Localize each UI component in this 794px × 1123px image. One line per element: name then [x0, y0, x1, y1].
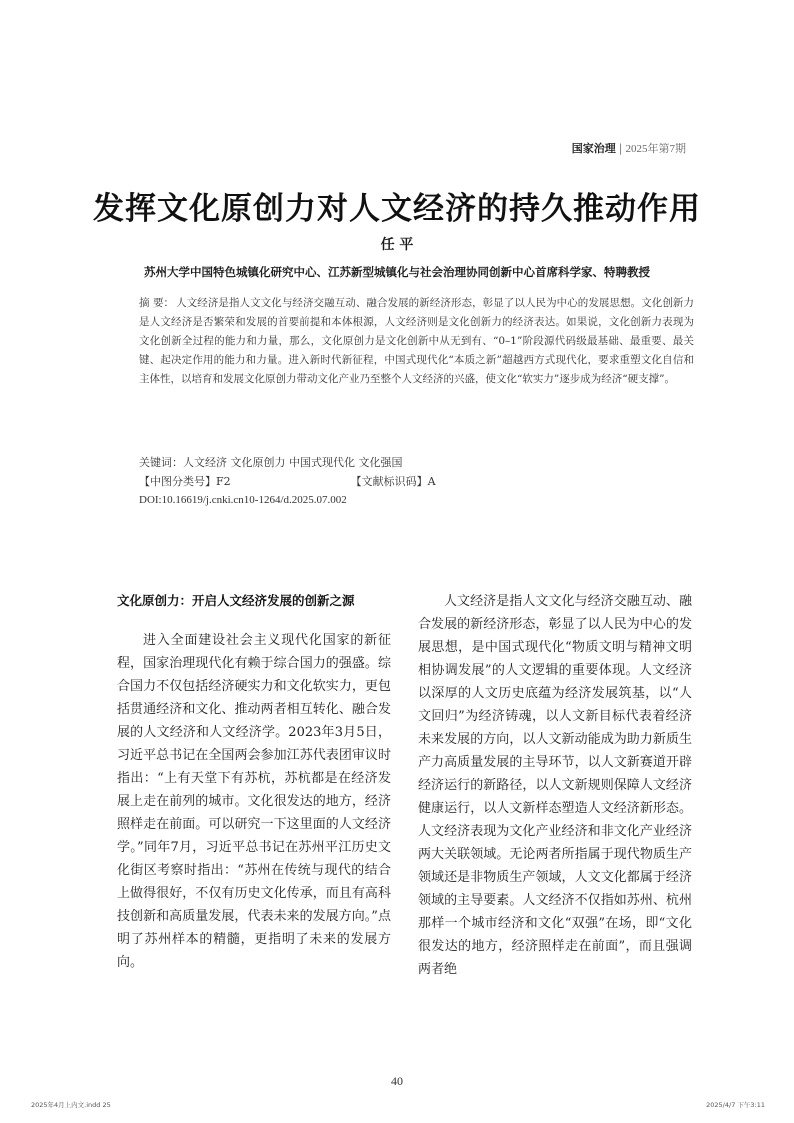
header-separator: |	[618, 142, 623, 155]
author-affiliation: 苏州大学中国特色城镇化研究中心、江苏新型城镇化与社会治理协同创新中心首席科学家、特聘教授	[144, 265, 650, 279]
body-column-left	[117, 590, 391, 974]
section-heading: 文化原创力：开启人文经济发展的创新之源	[117, 593, 355, 608]
article-title: 发挥文化原创力对人文经济的持久推动作用	[93, 191, 701, 227]
abstract	[139, 294, 694, 389]
print-timestamp: 2025/4/7 下午3:11	[706, 1101, 765, 1109]
body-column-right	[418, 590, 692, 981]
body-paragraph: 进入全面建设社会主义现代化国家的新征程，国家治理现代化有赖于综合国力的强盛。综合国力不仅包括经济硬实力和文化软实力，更包括贯通经济和文化、推动两者相互转化、融合发展的人文经济和人文经济学。2023年3月5日，习近平总书记在全国两会参加江苏代表团审议时指出：“上有天堂下有苏杭，苏杭都是在经济发展上走在前列的城市。文化很发达的地方，经济照样走在前面。可以研究一下这里面的人文经济学。”同年7月，习近平总书记在苏州平江历史文化街区考察时指出：“苏州在传统与现代的结合上做得很好，不仅有历史文化传承，而且有高科技创新和高质量发展，代表未来的发展方向。”点明了苏州样本的精髓，更指明了未来的发展方向。	[117, 633, 391, 970]
abstract-text: 人文经济是指人文文化与经济交融互动、融合发展的新经济形态，彰显了以人民为中心的发展思想。文化创新力是人文经济是否繁荣和发展的首要前提和本体根源，人文经济则是文化创新力的经济表达。如果说，文化创新力表现为文化创新全过程的能力和力量，那么，文化原创力是文化创新中从无到有、“0–1”阶段源代码级最基础、最重要、最关键、起决定作用的能力和力量。进入新时代新征程，中国式现代化“本质之新”超越西方式现代化，要求重塑文化自信和主体性，以培育和发展文化原创力带动文化产业乃至整个人文经济的兴盛，使文化“软实力”逐步成为经济“硬支撑”。	[139, 297, 694, 385]
journal-issue: 2025年第7期	[625, 143, 686, 155]
keywords: 关键词：人文经济 文化原创力 中国式现代化 文化强国	[139, 456, 403, 469]
article-meta	[139, 453, 694, 510]
classification-row	[139, 472, 694, 491]
journal-brand: 国家治理	[571, 142, 616, 155]
body-paragraph: 人文经济是指人文文化与经济交融互动、融合发展的新经济形态，彰显了以人民为中心的发展思想，是中国式现代化“物质文明与精神文明相协调发展”的人文逻辑的重要体现。人文经济以深厚的人文历史底蕴为经济发展筑基，以“人文回归”为经济铸魂，以人文新目标代表着经济未来发展的方向，以人文新动能成为助力新质生产力高质量发展的主导环节，以人文新赛道开辟经济运行的新路径，以人文新规则保障人文经济健康运行，以人文新样态塑造人文经济新形态。人文经济表现为文化产业经济和非文化产业经济两大关联领域。无论两者所指属于现代物质生产领域还是非物质生产领域，人文文化都属于经济领域的主导要素。人文经济不仅指如苏州、杭州那样一个城市经济和文化“双强”在场，即“文化很发达的地方，经济照样走在前面”，而且强调两者绝	[418, 594, 692, 977]
journal-header	[572, 140, 686, 156]
page-number: 40	[391, 1074, 403, 1088]
clc-number: 【中图分类号】F2	[139, 475, 231, 488]
abstract-label: 摘 要：	[139, 297, 175, 309]
article-author: 任 平	[380, 237, 414, 253]
print-file-info: 2025年4月上内文.indd 25	[31, 1101, 111, 1109]
document-code: 【文献标识码】A	[350, 475, 436, 488]
doi: DOI:10.16619/j.cnki.cn10-1264/d.2025.07.002	[139, 494, 347, 506]
